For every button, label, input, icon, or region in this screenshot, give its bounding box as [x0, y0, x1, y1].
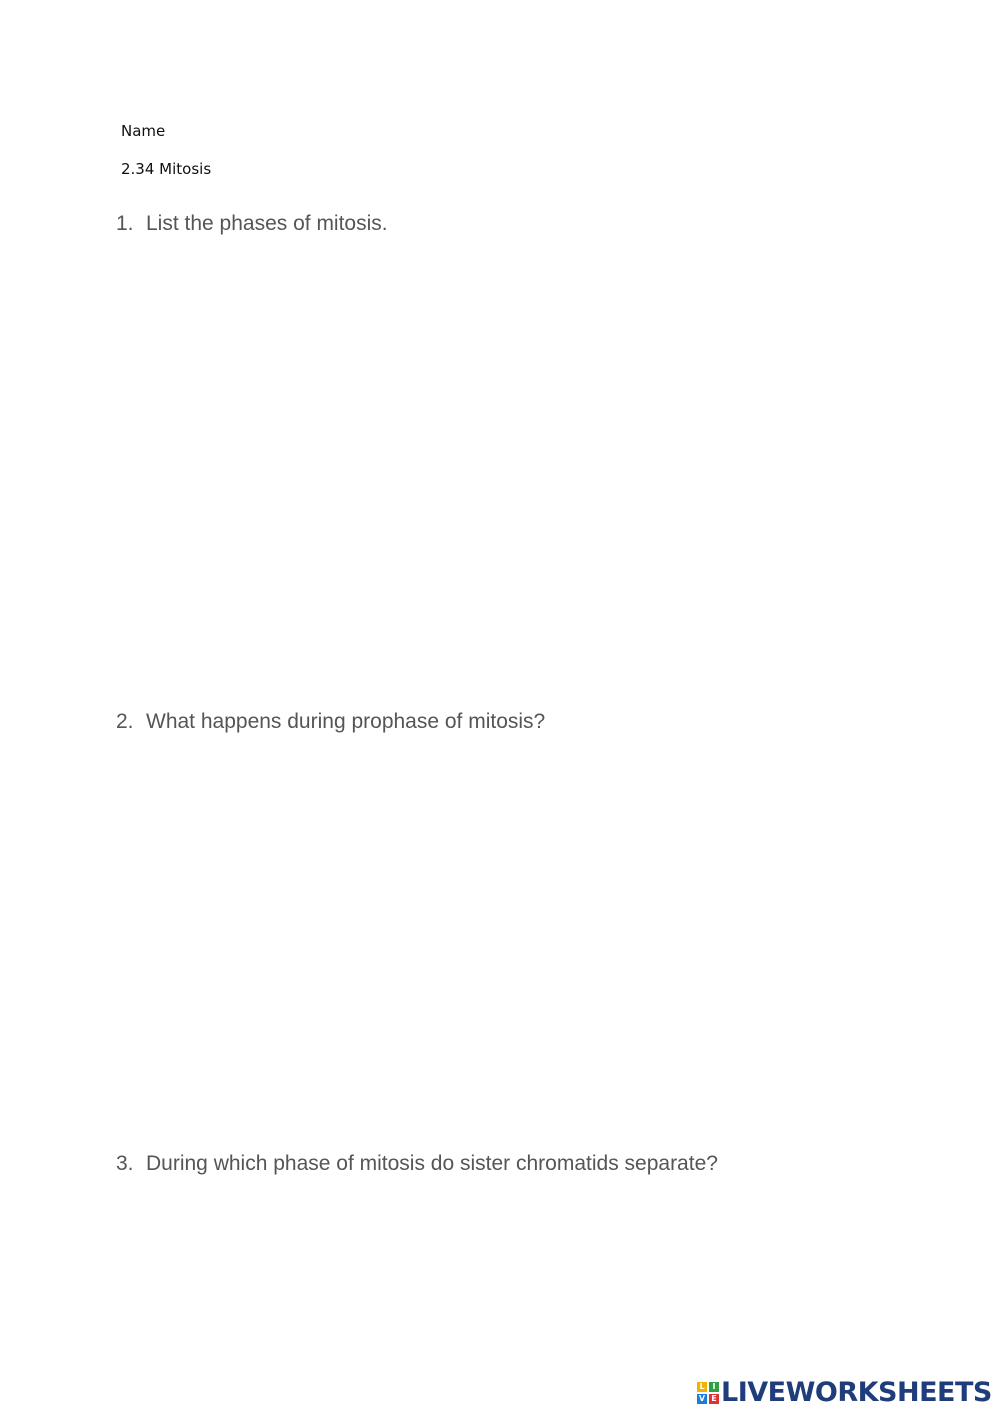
question-3	[116, 1151, 718, 1177]
logo-mark-tile: V	[698, 1394, 706, 1403]
question-text: List the phases of mitosis.	[146, 212, 388, 235]
question-1	[116, 211, 388, 237]
answer-area-3[interactable]	[116, 1190, 876, 1350]
logo-mark-tile: L	[697, 1382, 707, 1392]
question-number: 3.	[116, 1152, 134, 1175]
logo-mark-tile: I	[709, 1382, 719, 1392]
answer-area-1[interactable]	[116, 250, 876, 690]
worksheet-title: 2.34 Mitosis	[121, 160, 212, 178]
logo-mark-tile: E	[709, 1394, 719, 1404]
question-2	[116, 709, 545, 735]
question-text: During which phase of mitosis do sister chromatids separate?	[146, 1152, 718, 1175]
answer-area-2[interactable]	[116, 748, 876, 1128]
logo-text: LIVEWORKSHEETS	[721, 1377, 992, 1408]
logo-mark-icon	[697, 1382, 719, 1404]
name-label: Name	[121, 122, 166, 140]
question-number: 1.	[116, 212, 134, 235]
question-text: What happens during prophase of mitosis?	[146, 710, 546, 733]
question-number: 2.	[116, 710, 134, 733]
liveworksheets-logo	[697, 1378, 992, 1408]
